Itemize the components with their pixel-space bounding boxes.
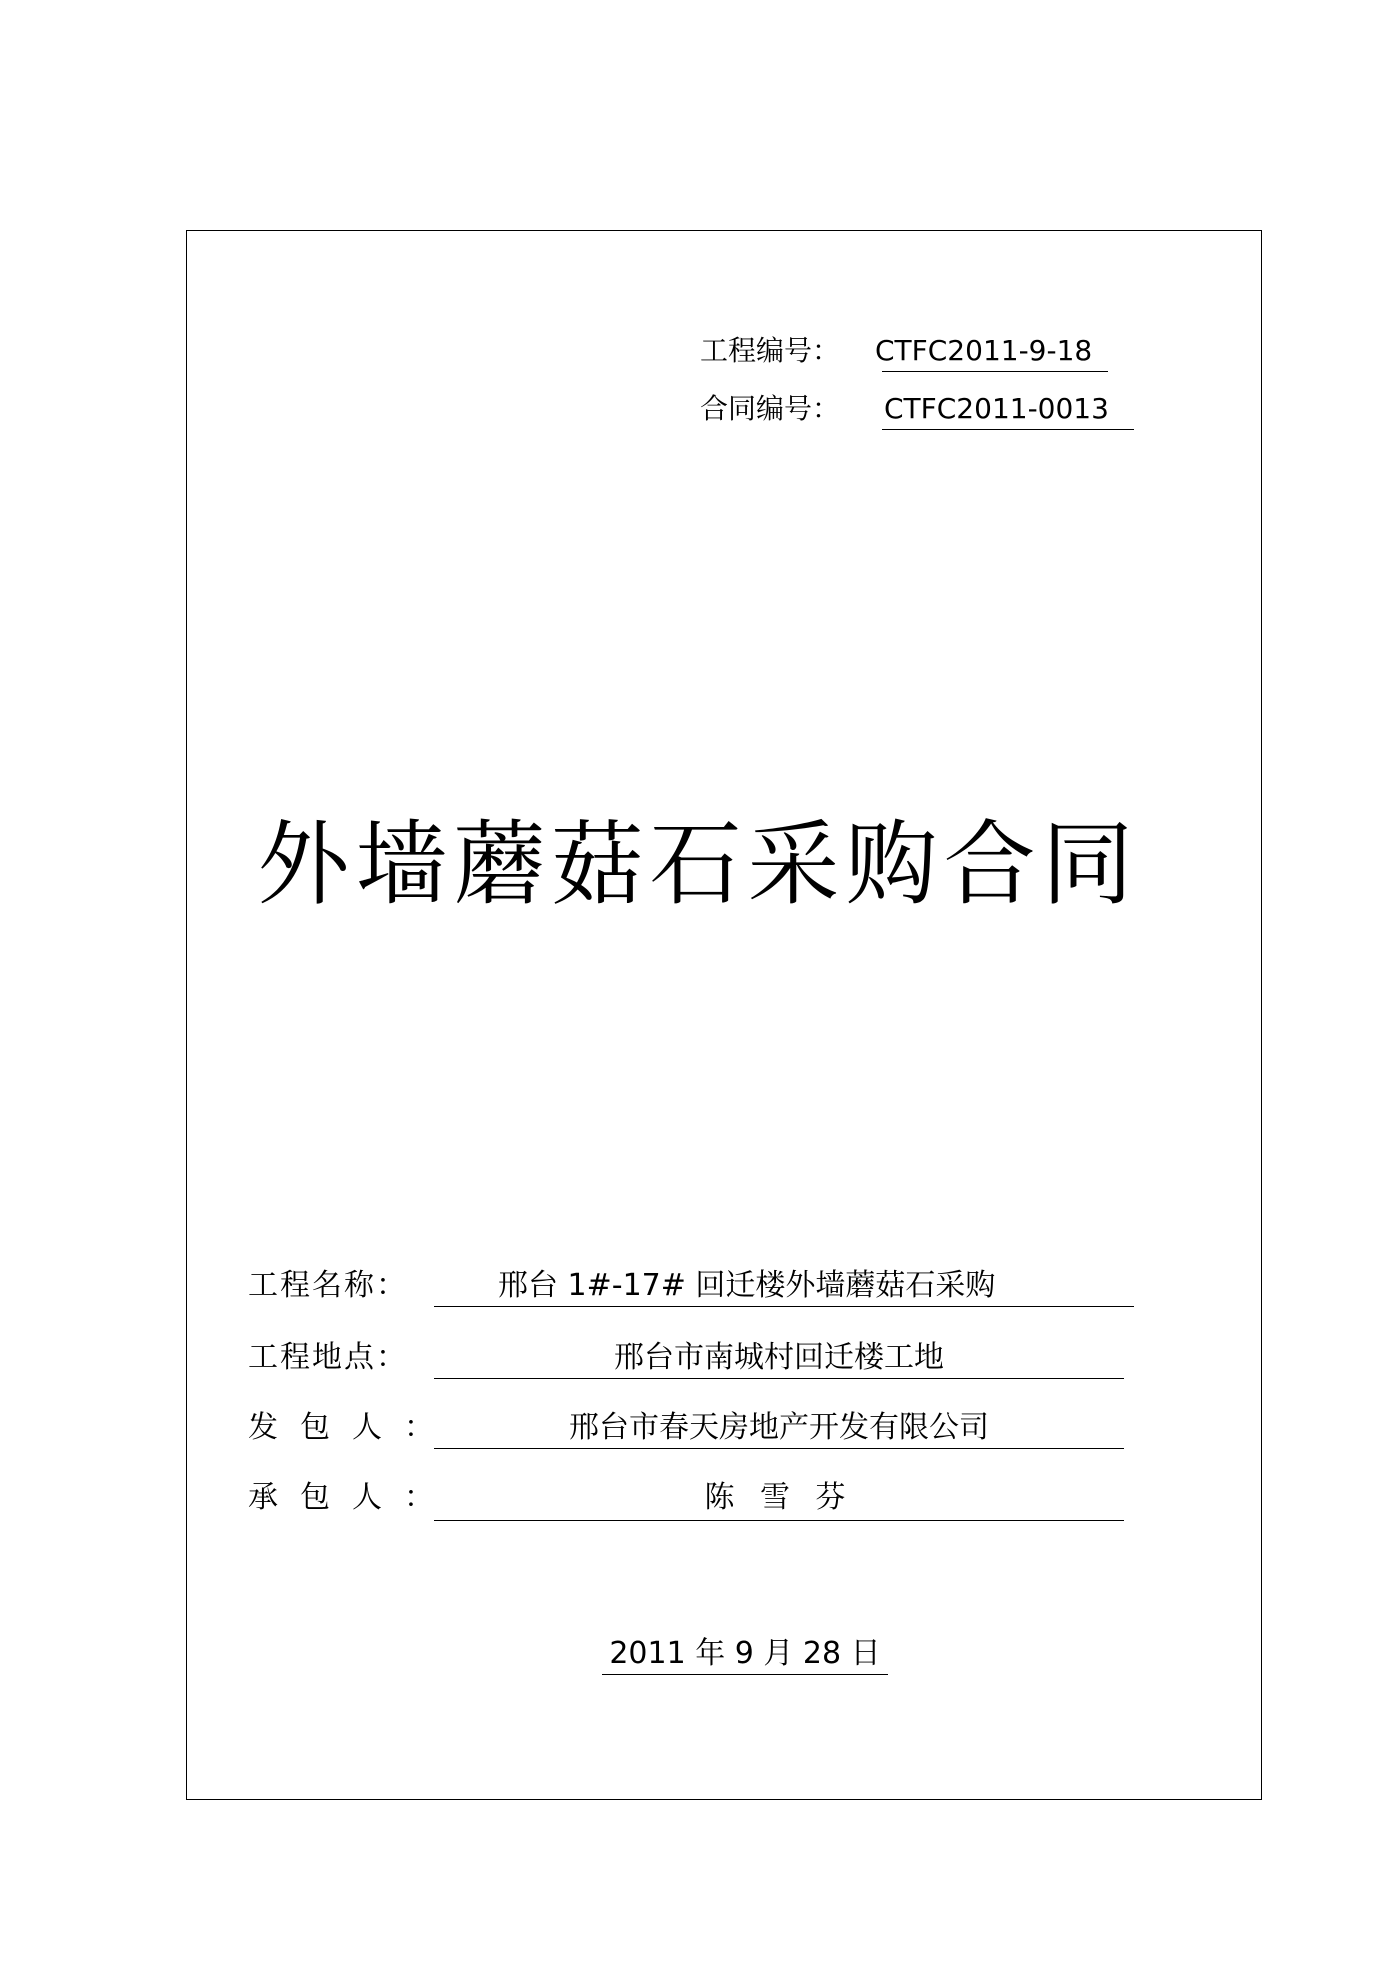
project-site-value: 邢台市南城村回迁楼工地 bbox=[614, 1340, 944, 1375]
document-border bbox=[186, 230, 1262, 1800]
project-name-value: 邢台 1#-17# 回迁楼外墙蘑菇石采购 bbox=[498, 1268, 996, 1303]
contract-number-label: 合同编号： bbox=[700, 392, 841, 425]
project-site-row bbox=[248, 1340, 1138, 1380]
project-name-row bbox=[248, 1268, 1138, 1308]
contractor-label: 承包人： bbox=[248, 1480, 456, 1515]
employer-underline bbox=[434, 1448, 1124, 1449]
project-site-underline bbox=[434, 1378, 1124, 1379]
contractor-underline bbox=[434, 1520, 1124, 1521]
contract-number-underline bbox=[882, 429, 1134, 430]
signing-date: 2011 年 9 月 28 日 bbox=[609, 1636, 881, 1671]
contract-number-row bbox=[700, 392, 1140, 432]
document-title: 外墙蘑菇石采购合同 bbox=[257, 811, 1140, 918]
employer-value: 邢台市春天房地产开发有限公司 bbox=[569, 1410, 989, 1445]
employer-row bbox=[248, 1410, 1138, 1450]
project-name-label: 工程名称： bbox=[248, 1268, 408, 1303]
contract-number-value: CTFC2011-0013 bbox=[884, 392, 1109, 425]
project-site-label: 工程地点： bbox=[248, 1340, 408, 1375]
project-number-value: CTFC2011-9-18 bbox=[875, 334, 1093, 367]
signing-date-underline bbox=[602, 1674, 888, 1675]
contractor-value: 陈 雪 芬 bbox=[704, 1480, 854, 1515]
employer-label: 发包人： bbox=[248, 1410, 456, 1445]
project-number-underline bbox=[882, 371, 1108, 372]
project-number-label: 工程编号： bbox=[700, 334, 841, 367]
contractor-row bbox=[248, 1480, 1138, 1520]
project-number-row bbox=[700, 334, 1120, 374]
project-name-underline bbox=[434, 1306, 1134, 1307]
